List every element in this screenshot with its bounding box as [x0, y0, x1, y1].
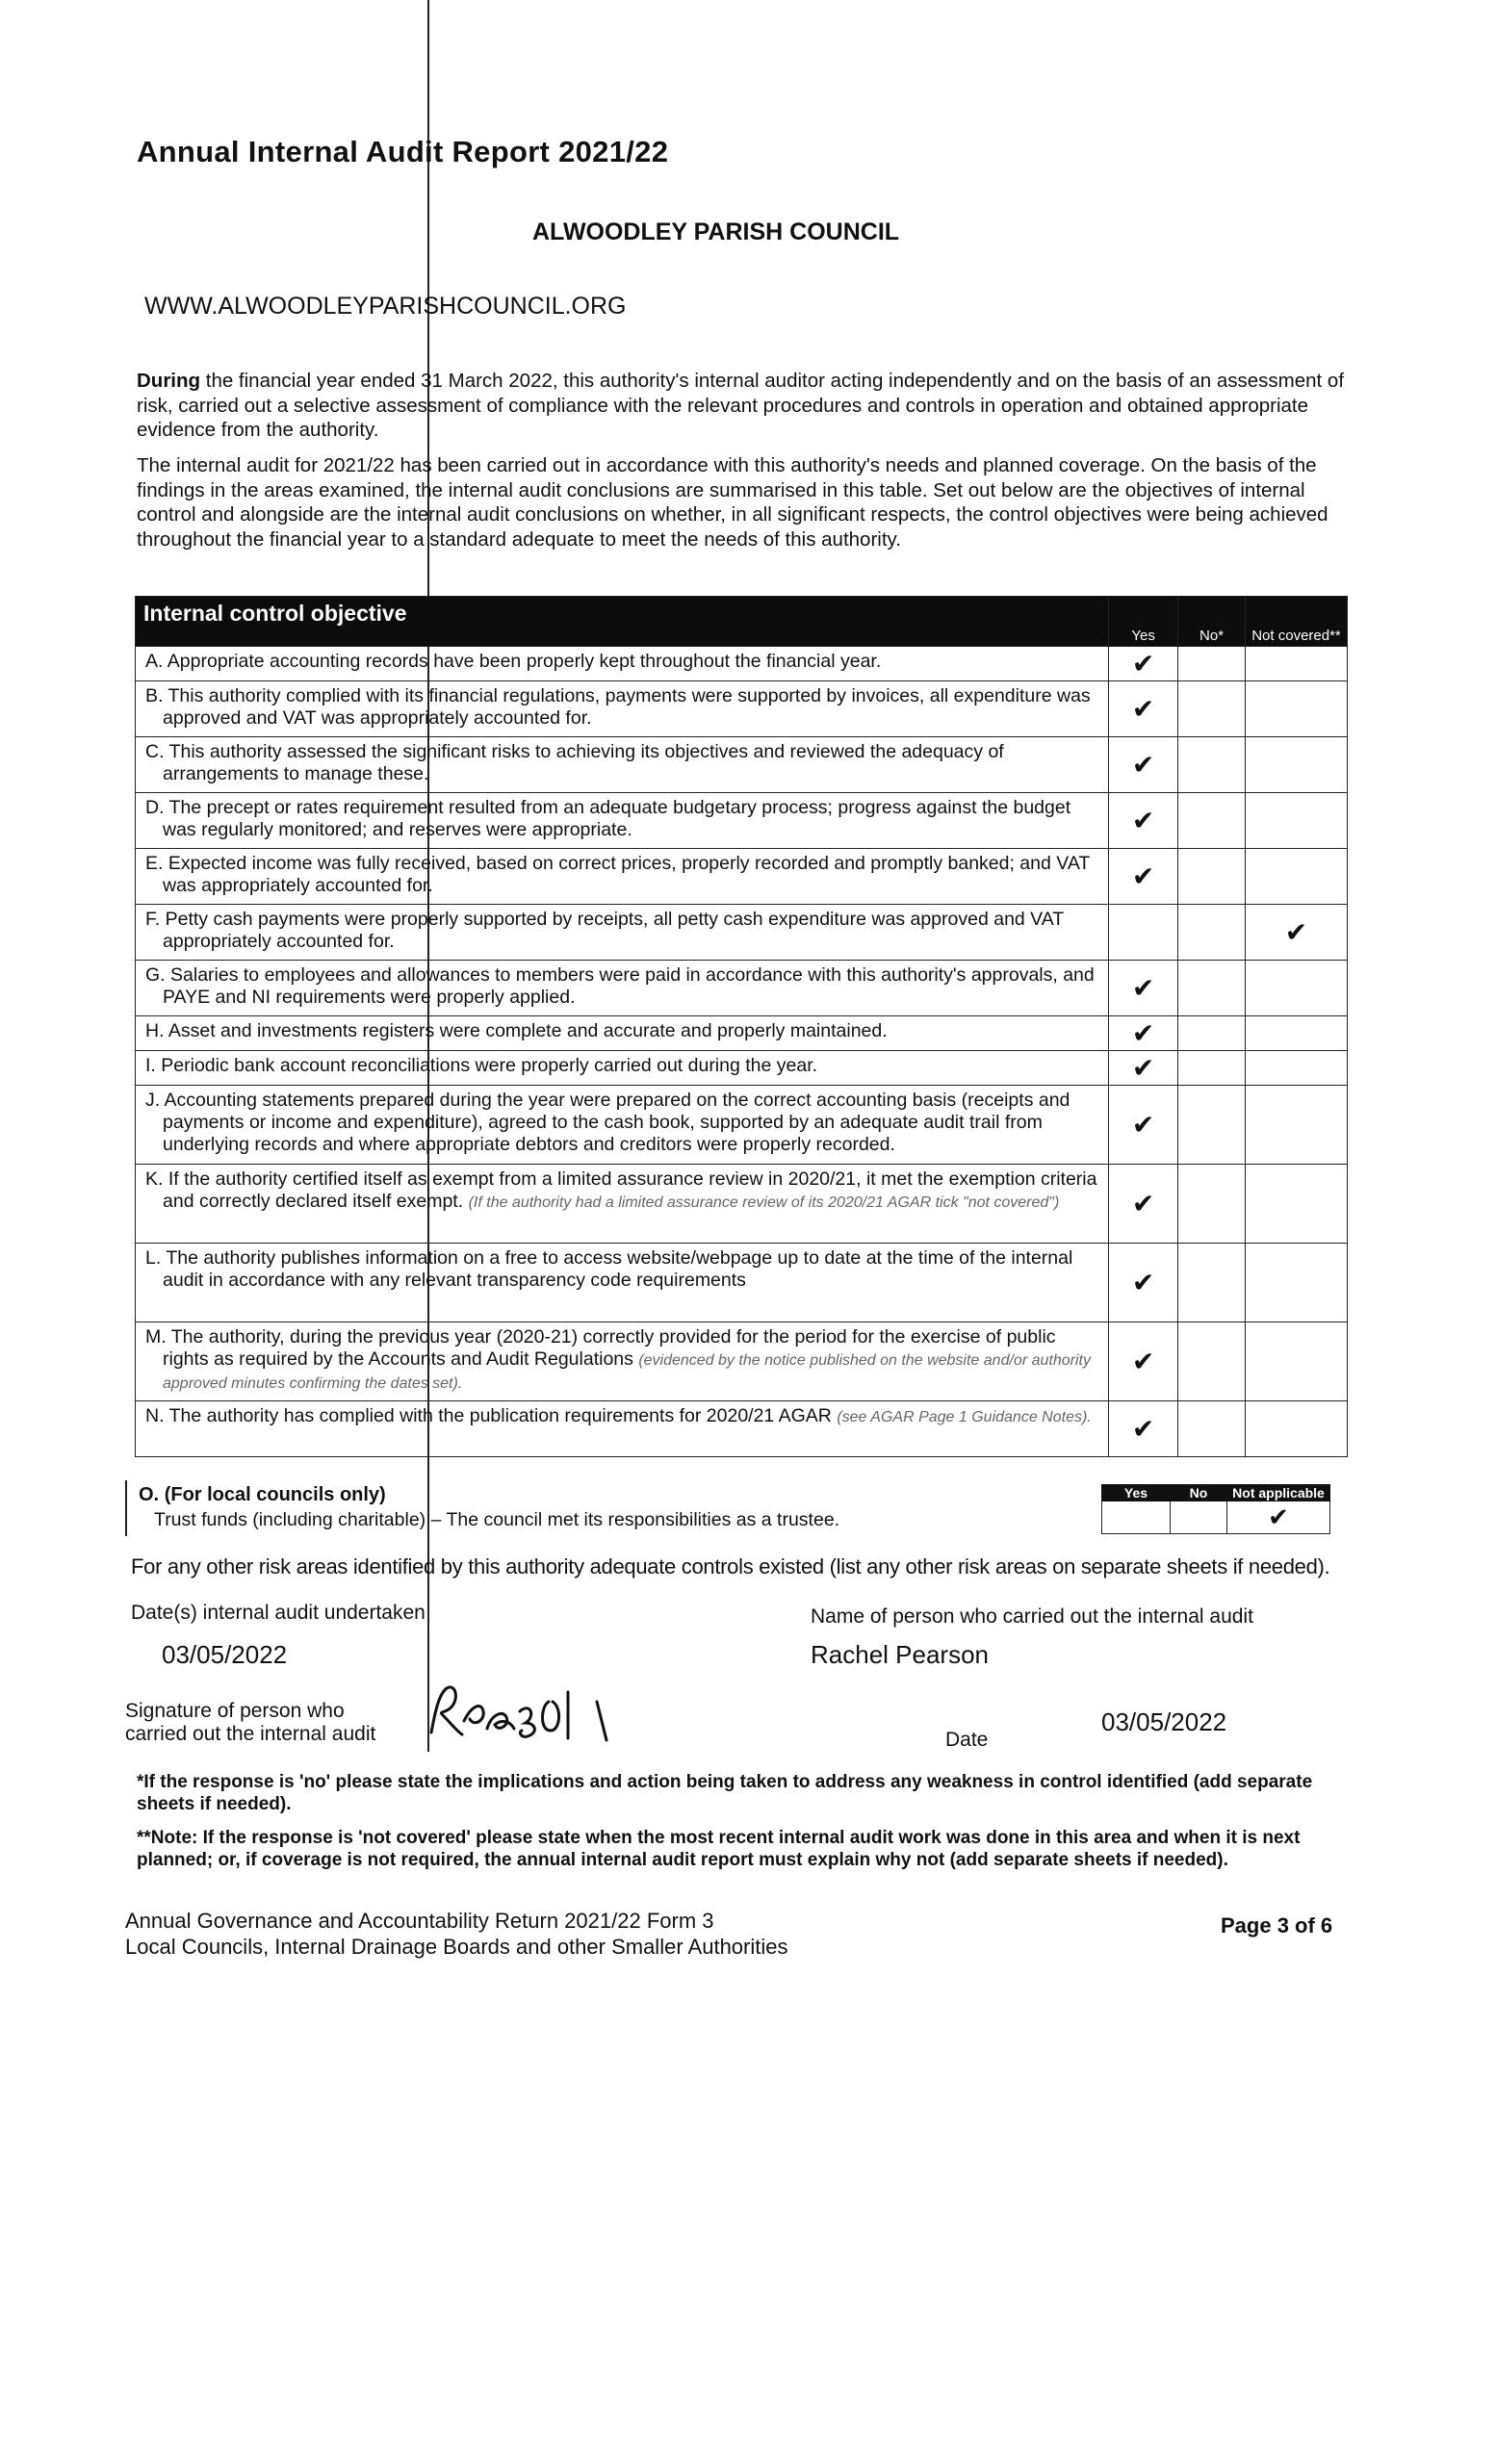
control-objective-cell	[136, 1086, 1109, 1165]
objective-text: The precept or rates requirement resulted from an adequate budgetary process; progress against the budget was regularly monitored; and reserves were appropriate.	[163, 797, 1071, 840]
objective-letter: D.	[145, 797, 165, 818]
table-row	[136, 961, 1348, 1016]
answer-cell-not-covered	[1246, 961, 1348, 1016]
council-website: WWW.ALWOODLEYPARISHCOUNCIL.ORG	[144, 293, 627, 320]
control-objective-cell	[136, 681, 1109, 737]
answer-cell-not-covered	[1246, 681, 1348, 737]
answer-cell-not-covered	[1246, 647, 1348, 681]
objective-text: The authority publishes information on a free to access website/webpage up to date at the time of the internal audit in accordance with any relevant transparency code requirements	[163, 1247, 1073, 1291]
objective-text: Expected income was fully received, based on correct prices, properly recorded and promptly banked; and VAT was appropriately accounted for.	[163, 853, 1090, 896]
answer-cell-not-covered	[1246, 1322, 1348, 1401]
footnote-no-response: *If the response is 'no' please state the implications and action being taken to address any weakness in control identified (add separate sheets if needed).	[137, 1772, 1313, 1814]
check-mark-icon: ✔	[1131, 1053, 1155, 1083]
answer-cell-no	[1178, 905, 1246, 961]
date-value: 03/05/2022	[1101, 1707, 1227, 1736]
objective-letter: M.	[145, 1326, 167, 1348]
table-row	[136, 849, 1348, 905]
control-objective-cell	[136, 1165, 1109, 1244]
table-row	[136, 1165, 1348, 1244]
row-o-heading-text: (For local councils only)	[164, 1484, 386, 1505]
check-mark-icon: ✔	[1131, 694, 1155, 724]
header-no: No*	[1178, 597, 1246, 647]
form-footer	[125, 1908, 788, 1960]
auditor-name-label: Name of person who carried out the internal audit	[811, 1605, 1253, 1628]
row-o-cell-na: ✔	[1227, 1502, 1330, 1534]
control-objective-cell	[136, 737, 1109, 793]
check-mark-icon: ✔	[1131, 973, 1155, 1003]
header-not-covered: Not covered**	[1246, 597, 1348, 647]
control-objective-cell	[136, 1051, 1109, 1086]
objective-letter: N.	[145, 1405, 165, 1426]
objective-text: Asset and investments registers were complete and accurate and properly maintained.	[168, 1020, 888, 1041]
answer-cell-yes	[1109, 1016, 1178, 1051]
control-objective-cell	[136, 1016, 1109, 1051]
objective-text: Petty cash payments were properly supported by receipts, all petty cash expenditure was approved and VAT appropriately accounted for.	[163, 909, 1064, 952]
answer-cell-not-covered	[1246, 793, 1348, 849]
footer-line-1: Annual Governance and Accountability Return 2021/22 Form 3	[125, 1909, 714, 1933]
control-objective-cell	[136, 961, 1109, 1016]
table-row	[136, 1086, 1348, 1165]
answer-cell-yes	[1109, 849, 1178, 905]
intro-lead: During	[137, 370, 201, 392]
table-row	[136, 737, 1348, 793]
check-mark-icon: ✔	[1131, 806, 1155, 835]
objective-text: Periodic bank account reconciliations were properly carried out during the year.	[161, 1055, 818, 1076]
answer-cell-no	[1178, 961, 1246, 1016]
footer-line-2: Local Councils, Internal Drainage Boards and other Smaller Authorities	[125, 1935, 788, 1959]
answer-cell-yes	[1109, 905, 1178, 961]
answer-cell-no	[1178, 681, 1246, 737]
row-o-header-yes: Yes	[1102, 1485, 1171, 1502]
answer-cell-yes	[1109, 1051, 1178, 1086]
objective-letter: I.	[145, 1055, 156, 1076]
objective-text: The authority, during the previous year (2020-21) correctly provided for the period for the exercise of public rights as required by the Accounts and Audit Regulations	[163, 1326, 1056, 1370]
handwritten-signature	[414, 1673, 664, 1759]
objective-letter: G.	[145, 964, 166, 986]
internal-control-table	[135, 596, 1348, 1457]
answer-cell-no	[1178, 1086, 1246, 1165]
intro-paragraph-2: The internal audit for 2021/22 has been carried out in accordance with this authority's needs and planned coverage. On the basis of the findings in the areas examined, the internal audit conclusions are summarised in this table. Set out below are the objectives of internal control and alongside are the internal audit conclusions on whether, in all significant respects, the control objectives were being achieved throughout the financial year to a standard adequate to meet the needs of this authority.	[137, 454, 1328, 551]
objective-text: This authority complied with its financial regulations, payments were supported by invoices, all expenditure was approved and VAT was appropriately accounted for.	[163, 685, 1091, 729]
auditor-name-value: Rachel Pearson	[811, 1640, 989, 1669]
answer-cell-no	[1178, 1016, 1246, 1051]
control-objective-cell	[136, 793, 1109, 849]
row-o-text: Trust funds (including charitable) – The council met its responsibilities as a trustee.	[154, 1509, 840, 1530]
control-objective-cell	[136, 849, 1109, 905]
answer-cell-yes	[1109, 737, 1178, 793]
objective-letter: H.	[145, 1020, 165, 1041]
answer-cell-no	[1178, 737, 1246, 793]
answer-cell-no	[1178, 1051, 1246, 1086]
header-yes: Yes	[1109, 597, 1178, 647]
answer-cell-yes	[1109, 681, 1178, 737]
answer-cell-not-covered	[1246, 905, 1348, 961]
answer-cell-not-covered	[1246, 849, 1348, 905]
row-o-letter: O.	[139, 1484, 160, 1505]
answer-cell-yes	[1109, 1322, 1178, 1401]
objective-letter: J.	[145, 1090, 161, 1111]
answer-cell-no	[1178, 1322, 1246, 1401]
answer-cell-yes	[1109, 793, 1178, 849]
row-o-cell-no	[1171, 1502, 1227, 1534]
row-o-header-na: Not applicable	[1227, 1485, 1330, 1502]
table-row	[136, 793, 1348, 849]
objective-letter: L.	[145, 1247, 162, 1269]
objective-text: Accounting statements prepared during the year were prepared on the correct accounting basis (receipts and payments or income and expenditure), agreed to the cash book, supported by an adequate audit trail from underlying records and where appropriate debtors and creditors were properly recorded.	[163, 1090, 1070, 1155]
intro-paragraph-1	[137, 369, 1350, 443]
control-objective-cell	[136, 1401, 1109, 1457]
intro-paragraph-1-text: the financial year ended 31 March 2022, this authority's internal auditor acting independently and on the basis of an assessment of risk, carried out a selective assessment of compliance with the relevant procedures and controls in operation and obtained appropriate evidence from the authority.	[137, 370, 1345, 441]
answer-cell-yes	[1109, 961, 1178, 1016]
check-mark-icon: ✔	[1131, 1268, 1155, 1297]
objective-text: If the authority certified itself as exempt from a limited assurance review in 2020/21, it met the exemption criteria and correctly declared itself exempt.	[163, 1168, 1097, 1212]
table-row	[136, 647, 1348, 681]
table-row	[136, 1322, 1348, 1401]
council-name: ALWOODLEY PARISH COUNCIL	[532, 218, 900, 245]
objective-letter: B.	[145, 685, 164, 706]
check-mark-icon: ✔	[1131, 1018, 1155, 1048]
objective-letter: F.	[145, 909, 161, 930]
answer-cell-no	[1178, 1244, 1246, 1322]
check-mark-icon: ✔	[1131, 1110, 1155, 1140]
answer-cell-not-covered	[1246, 1244, 1348, 1322]
row-o-header-no: No	[1171, 1485, 1227, 1502]
check-mark-icon: ✔	[1131, 750, 1155, 780]
dates-label: Date(s) internal audit undertaken	[131, 1602, 426, 1624]
answer-cell-yes	[1109, 1165, 1178, 1244]
check-mark-icon: ✔	[1131, 861, 1155, 891]
footnote-not-covered: **Note: If the response is 'not covered' please state when the most recent internal audit work was done in this area and when it is next planned; or, if coverage is not required, the annual internal audit report must explain why not (add separate sheets if needed).	[137, 1828, 1301, 1870]
check-mark-icon: ✔	[1131, 1414, 1155, 1444]
check-mark-icon: ✔	[1131, 1189, 1155, 1219]
table-row	[136, 681, 1348, 737]
objective-text: This authority assessed the significant risks to achieving its objectives and reviewed the adequacy of arrangements to manage these.	[163, 741, 1004, 784]
answer-cell-not-covered	[1246, 737, 1348, 793]
answer-cell-not-covered	[1246, 1016, 1348, 1051]
answer-cell-no	[1178, 849, 1246, 905]
table-row	[136, 1401, 1348, 1457]
signature-label-1: Signature of person who	[125, 1700, 345, 1722]
table-header-row	[136, 597, 1348, 647]
answer-cell-yes	[1109, 647, 1178, 681]
dates-value: 03/05/2022	[162, 1640, 288, 1669]
objective-text: Salaries to employees and allowances to members were paid in accordance with this authority's approvals, and PAYE and NI requirements were properly applied.	[163, 964, 1095, 1008]
control-objective-cell	[136, 647, 1109, 681]
table-row	[136, 1244, 1348, 1322]
signature-label-2: carried out the internal audit	[125, 1723, 376, 1745]
control-objective-cell	[136, 905, 1109, 961]
check-mark-icon: ✔	[1131, 649, 1155, 679]
objective-note: (evidenced by the notice published on the website and/or authority approved minutes confirming the dates set).	[163, 1352, 1091, 1392]
answer-cell-not-covered	[1246, 1401, 1348, 1457]
objective-text: The authority has complied with the publication requirements for 2020/21 AGAR	[168, 1405, 832, 1426]
objective-letter: C.	[145, 741, 165, 762]
date-label: Date	[945, 1729, 989, 1751]
table-row	[136, 1051, 1348, 1086]
control-objective-cell	[136, 1322, 1109, 1401]
table-row	[136, 905, 1348, 961]
answer-cell-no	[1178, 647, 1246, 681]
row-o-cell-yes	[1102, 1502, 1171, 1534]
objective-letter: K.	[145, 1168, 164, 1190]
objective-note: (see AGAR Page 1 Guidance Notes).	[837, 1409, 1092, 1425]
answer-cell-no	[1178, 793, 1246, 849]
answer-cell-yes	[1109, 1244, 1178, 1322]
row-o-heading	[139, 1484, 386, 1506]
page-number: Page 3 of 6	[1221, 1913, 1333, 1938]
header-objective: Internal control objective	[136, 597, 1109, 647]
answer-cell-yes	[1109, 1401, 1178, 1457]
answer-cell-not-covered	[1246, 1165, 1348, 1244]
answer-cell-no	[1178, 1401, 1246, 1457]
table-row	[136, 1016, 1348, 1051]
answer-cell-no	[1178, 1165, 1246, 1244]
answer-cell-yes	[1109, 1086, 1178, 1165]
answer-cell-not-covered	[1246, 1051, 1348, 1086]
check-mark-icon: ✔	[1284, 917, 1308, 947]
objective-note: (If the authority had a limited assurance review of its 2020/21 AGAR tick "not covered")	[468, 1194, 1060, 1211]
page-title: Annual Internal Audit Report 2021/22	[137, 135, 669, 168]
control-objective-cell	[136, 1244, 1109, 1322]
objective-letter: E.	[145, 853, 164, 874]
objective-text: Appropriate accounting records have been properly kept throughout the financial year.	[167, 651, 882, 672]
check-mark-icon: ✔	[1131, 1347, 1155, 1376]
other-risk-areas-statement: For any other risk areas identified by this authority adequate controls existed (list any other risk areas on separate sheets if needed).	[131, 1554, 1330, 1578]
objective-letter: A.	[145, 651, 164, 672]
row-o-answer-table	[1101, 1484, 1330, 1534]
answer-cell-not-covered	[1246, 1086, 1348, 1165]
